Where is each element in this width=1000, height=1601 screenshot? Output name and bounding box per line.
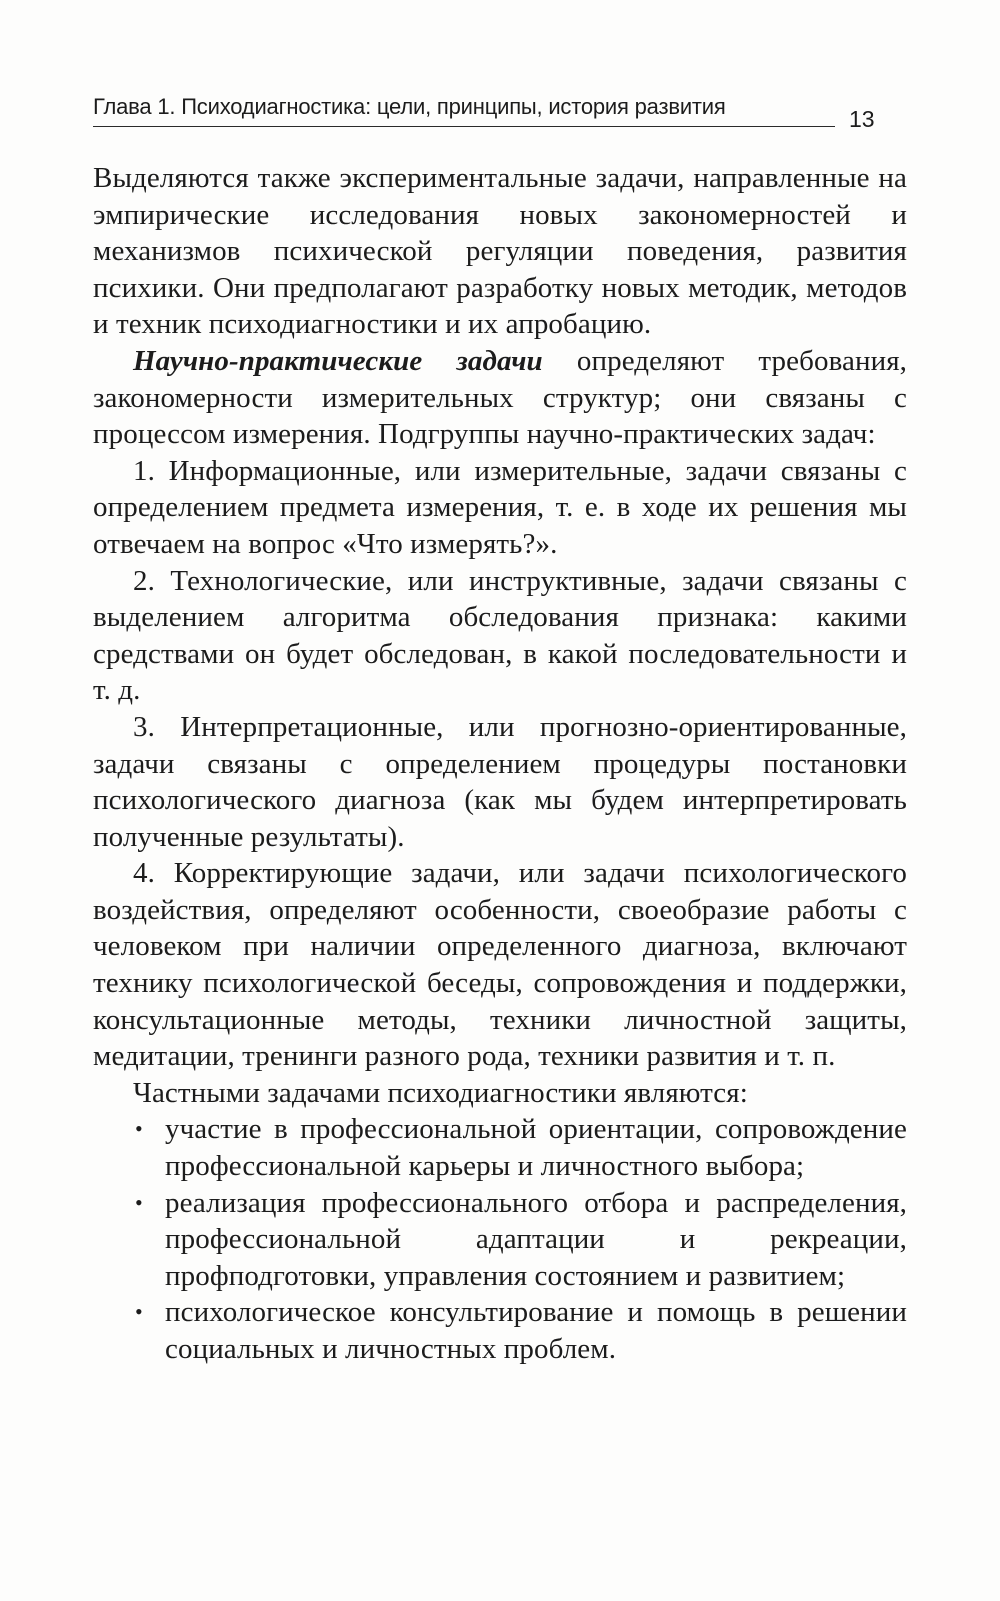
bullet-icon: • — [135, 1116, 143, 1142]
bullet-text: реализация профессионального отбора и распределения, профессиональной адаптации и рекреации, профподготовки, управления состоянием и развитием; — [165, 1186, 907, 1292]
bullet-item-counseling — [93, 1294, 907, 1367]
body-text — [93, 160, 907, 1368]
bullet-text: психологическое консультирование и помощь в решении социальных и личностных проблем. — [165, 1296, 907, 1365]
bullet-icon: • — [135, 1189, 143, 1215]
page-number: 13 — [849, 106, 875, 132]
bullet-text: участие в профессиональной ориентации, сопровождение профессиональной карьеры и личностного выбора; — [165, 1113, 907, 1183]
paragraph-continuation: определяют требования, закономерности измерительных структур; они связаны с процессом измерения. Подгруппы научно-практических задач: — [93, 344, 907, 451]
bullet-item-professional-selection — [93, 1185, 907, 1295]
bullet-icon: • — [135, 1299, 143, 1325]
bullet-item-career-guidance — [93, 1111, 907, 1184]
list-item-interpretational-tasks: 3. Интерпретационные, или прогнозно-ориентированные, задачи связаны с определением процедуры постановки психологического диагноза (как мы будем интерпретировать полученные результаты). — [93, 710, 907, 853]
paragraph-scientific-practical-tasks — [93, 343, 907, 453]
paragraph-experimental-tasks: Выделяются также экспериментальные задачи, направленные на эмпирические исследования новых закономерностей и механизмов психической регуляции поведения, развития психики. Они предполагают разработку новых методик, методов и техник психодиагностики и их апробацию. — [93, 162, 907, 341]
list-item-corrective-tasks: 4. Корректирующие задачи, или задачи психологического воздействия, определяют особенности, своеобразие работы с человеком при наличии определенного диагноза, включают технику психологической беседы, сопровождения и поддержки, консультационные методы, техники личностной защиты, медитации, тренинги разного рода, техники развития и т. п. — [93, 857, 907, 1073]
list-item-technological-tasks: 2. Технологические, или инструктивные, задачи связаны с выделением алгоритма обследования признака: какими средствами он будет обследован, в какой последовательности и т. д. — [93, 564, 907, 707]
paragraph-particular-tasks: Частными задачами психодиагностики являются: — [133, 1076, 748, 1109]
bullet-list — [93, 1111, 907, 1367]
list-item-informational-tasks: 1. Информационные, или измерительные, задачи связаны с определением предмета измерения, т. е. в ходе их решения мы отвечаем на вопрос «Что измерять?». — [93, 454, 907, 560]
term-scientific-practical-tasks: Научно-практические задачи — [133, 344, 543, 377]
running-header: Глава 1. Психодиагностика: цели, принципы, история развития — [93, 92, 835, 127]
